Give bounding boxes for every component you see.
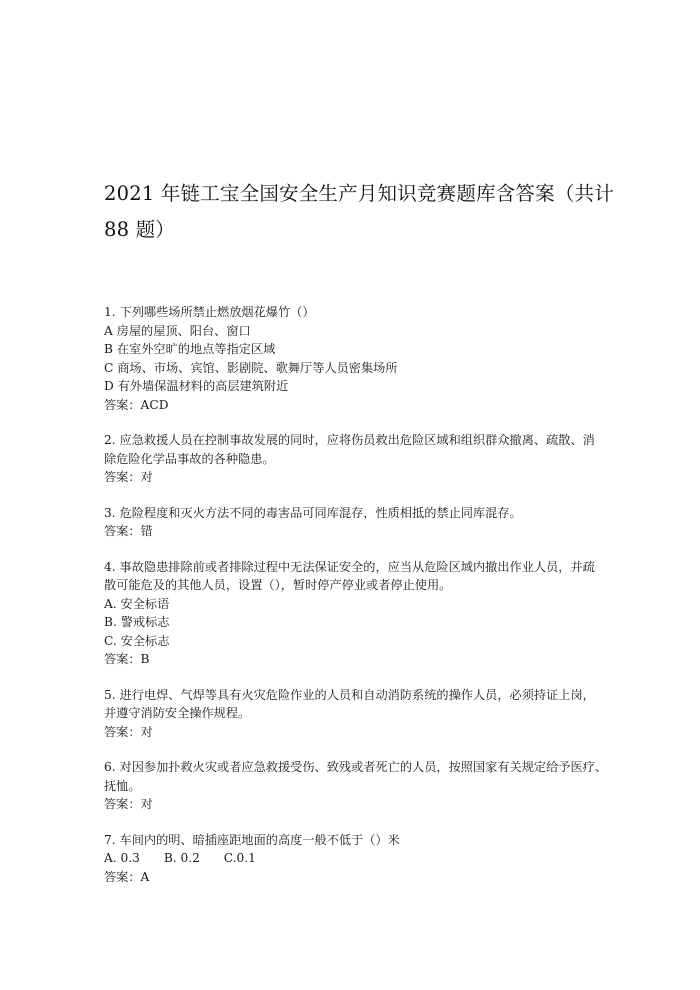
question-text: 1. 下列哪些场所禁止燃放烟花爆竹（）	[104, 305, 315, 319]
question-6	[104, 758, 608, 814]
question-text-continued: 散可能危及的其他人员，设置（），暂时停产停业或者停止使用。	[104, 578, 452, 592]
question-text: 3. 危险程度和灭火方法不同的毒害品可同库混存，性质相抵的禁止同库混存。	[104, 505, 522, 520]
question-text: 4. 事故隐患排除前或者排除过程中无法保证安全的，应当从危险区域内撤出作业人员，并疏	[104, 559, 595, 574]
question-4	[104, 558, 604, 669]
answer: 答案：B	[104, 652, 150, 666]
question-text-continued: 抚恤。	[104, 778, 141, 793]
question-text: 5. 进行电焊、气焊等具有火灾危险作业的人员和自动消防系统的操作人员，必须持证上岗，	[104, 687, 595, 702]
option-b: B. 警戒标志	[104, 615, 170, 629]
option-c: C. 安全标志	[104, 633, 170, 648]
question-3	[104, 504, 604, 541]
option-a: A. 安全标语	[104, 596, 170, 611]
option-c: C 商场、市场、宾馆、影剧院、歌舞厅等人员密集场所	[104, 360, 398, 375]
question-text: 2. 应急救援人员在控制事故发展的同时，应将伤员救出危险区域和组织群众撤离、疏散、消	[104, 433, 595, 447]
answer: 答案：ACD	[104, 397, 169, 412]
question-text-continued: 并遵守消防安全操作规程。	[104, 706, 251, 720]
question-7	[104, 831, 604, 887]
option-a: A 房屋的屋顶、阳台、窗口	[104, 323, 251, 338]
question-list	[104, 303, 608, 904]
answer: 答案：错	[104, 524, 153, 538]
option-b: B 在室外空旷的地点等指定区域	[104, 342, 276, 356]
document-title	[104, 176, 614, 248]
question-1	[104, 303, 604, 414]
title-line-2: 88 题）	[104, 218, 176, 241]
question-5	[104, 686, 604, 742]
question-text-continued: 除危险化学品事故的各种隐患。	[104, 451, 275, 466]
inline-options	[104, 849, 604, 868]
option-d: D 有外墙保温材料的高层建筑附近	[104, 379, 289, 393]
question-text: 6. 对因参加扑救火灾或者应急救援受伤、致残或者死亡的人员，按照国家有关规定给予医疗、	[104, 760, 608, 774]
option-c: C.0.1	[223, 851, 256, 865]
answer: 答案：对	[104, 470, 153, 484]
answer: 答案：对	[104, 797, 153, 811]
answer: 答案：A	[104, 869, 150, 884]
answer: 答案：对	[104, 724, 153, 739]
question-text: 7. 车间内的明、暗插座距地面的高度一般不低于（）米	[104, 832, 400, 847]
title-line-1: 2021 年链工宝全国安全生产月知识竞赛题库含答案（共计	[104, 182, 614, 205]
option-a: A. 0.3	[104, 851, 140, 865]
option-b: B. 0.2	[163, 851, 200, 865]
question-2	[104, 431, 604, 487]
